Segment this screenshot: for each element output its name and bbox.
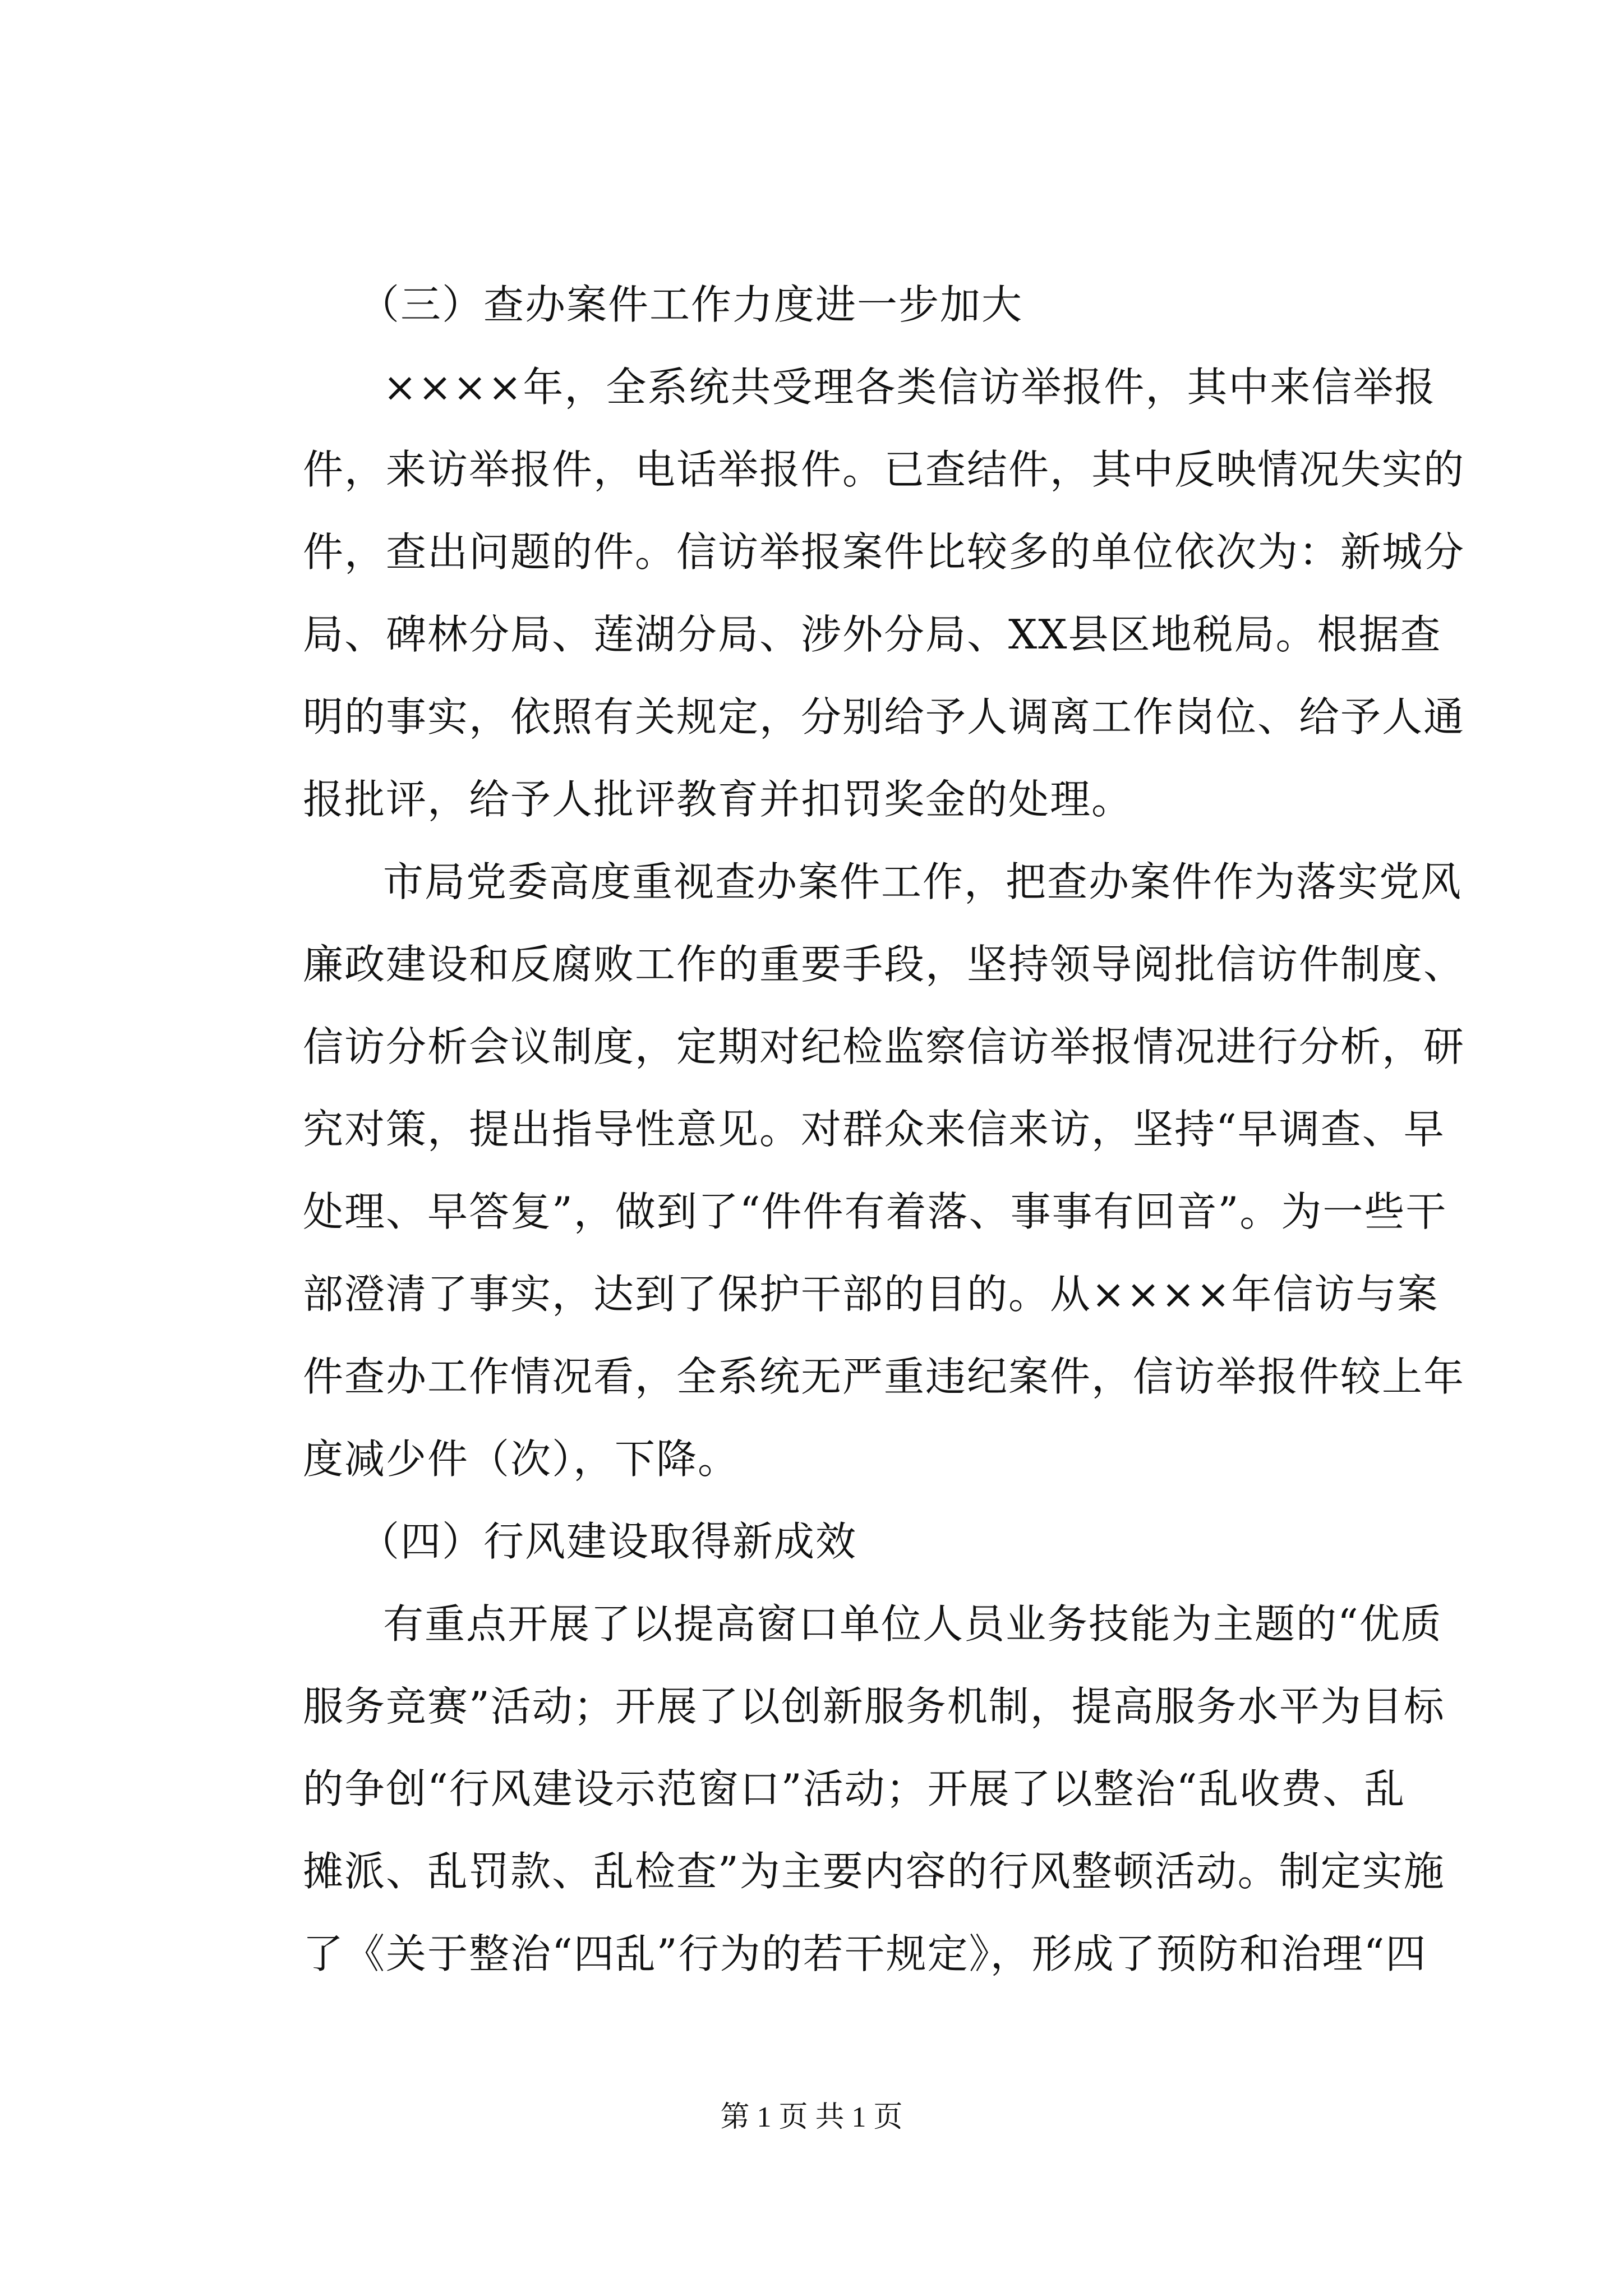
page-footer: 第 1 页 共 1 页 xyxy=(720,2101,903,2133)
paragraph-line: 局、碑林分局、莲湖分局、涉外分局、XX县区地税局。根据查 xyxy=(303,611,1442,658)
paragraph-line: 信访分析会议制度，定期对纪检监察信访举报情况进行分析，研 xyxy=(303,1023,1465,1070)
document-body xyxy=(303,264,1465,1995)
paragraph-line: 的争创“行风建设示范窗口”活动；开展了以整治“乱收费、乱 xyxy=(303,1765,1406,1812)
paragraph-line: 明的事实，依照有关规定，分别给予人调离工作岗位、给予人通 xyxy=(303,693,1465,740)
paragraph-line: 服务竞赛”活动；开展了以创新服务机制，提高服务水平为目标 xyxy=(303,1683,1445,1730)
paragraph-line: 度减少件（次），下降。 xyxy=(303,1435,740,1483)
paragraph-line: 有重点开展了以提高窗口单位人员业务技能为主题的“优质 xyxy=(383,1600,1442,1648)
paragraph-line: 摊派、乱罚款、乱检查”为主要内容的行风整顿活动。制定实施 xyxy=(303,1848,1445,1895)
paragraph-line: 件查办工作情况看，全系统无严重违纪案件，信访举报件较上年 xyxy=(303,1353,1465,1400)
paragraph-line: 报批评，给予人批评教育并扣罚奖金的处理。 xyxy=(303,776,1133,823)
paragraph-line: 究对策，提出指导性意见。对群众来信来访，坚持“早调查、早 xyxy=(303,1106,1445,1153)
section-heading-3: （三）查办案件工作力度进一步加大 xyxy=(359,281,1023,328)
paragraph-line: 处理、早答复”，做到了“件件有着落、事事有回音”。为一些干 xyxy=(303,1188,1447,1235)
paragraph-line: 了《关于整治“四乱”行为的若干规定》，形成了预防和治理“四 xyxy=(303,1930,1427,1977)
paragraph-line: 部澄清了事实，达到了保护干部的目的。从××××年信访与案 xyxy=(303,1271,1439,1318)
section-heading-4: （四）行风建设取得新成效 xyxy=(359,1518,857,1565)
paragraph-line: ××××年，全系统共受理各类信访举报件，其中来信举报 xyxy=(383,364,1436,411)
paragraph-line: 廉政建设和反腐败工作的重要手段，坚持领导阅批信访件制度、 xyxy=(303,941,1465,988)
paragraph-line: 市局党委高度重视查办案件工作，把查办案件作为落实党风 xyxy=(383,858,1463,905)
paragraph-line: 件，来访举报件，电话举报件。已查结件，其中反映情况失实的 xyxy=(303,446,1465,493)
paragraph-line: 件，查出问题的件。信访举报案件比较多的单位依次为：新城分 xyxy=(303,528,1465,576)
